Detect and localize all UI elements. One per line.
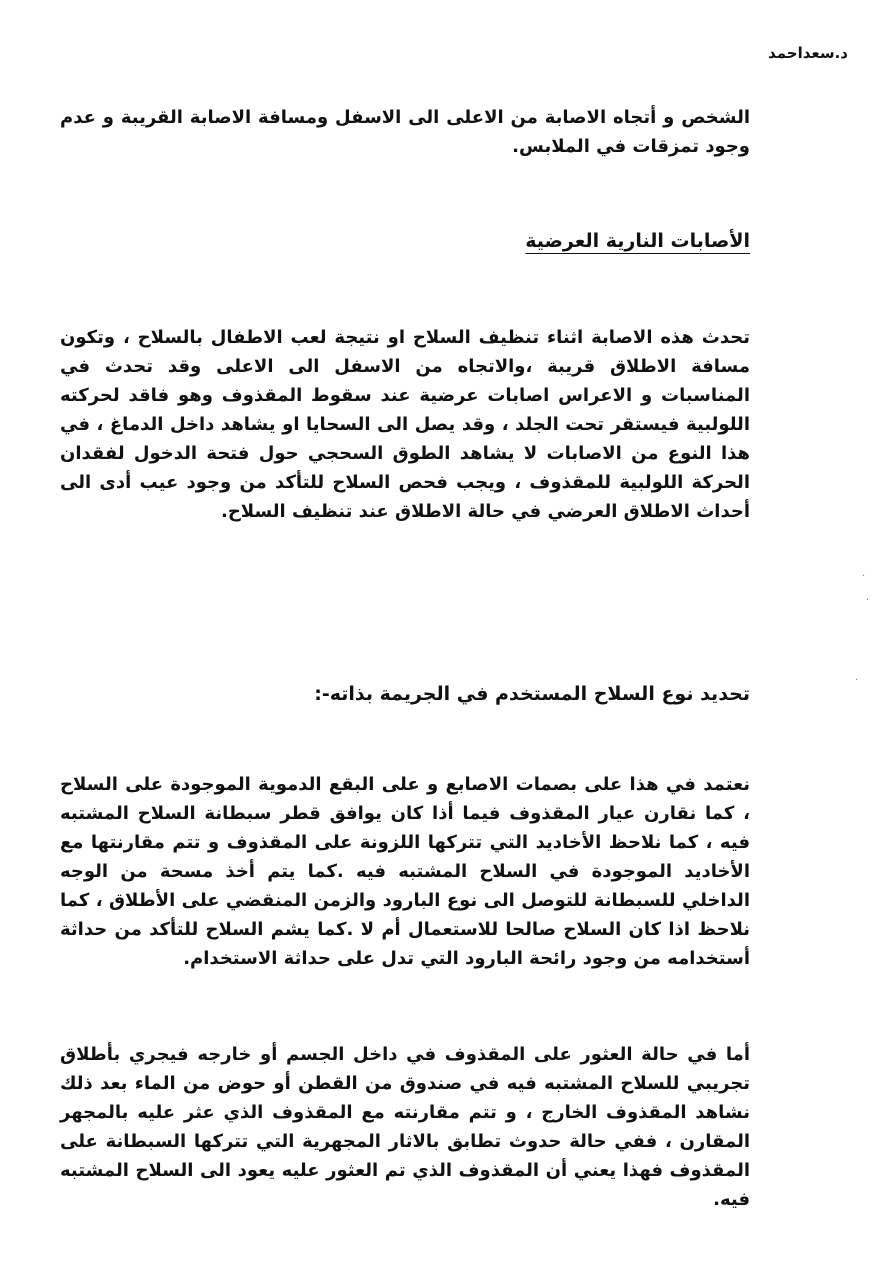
weapon-identification-heading: تحديد نوع السلاح المستخدم في الجريمة بذاته-: — [314, 683, 750, 705]
weapon-paragraph-2 — [60, 1040, 750, 1214]
weapon-paragraph-1 — [60, 770, 750, 973]
weapon-paragraph-2-text: أما في حالة العثور على المقذوف في داخل الجسم أو خارجه فيجري بأطلاق تجريبي للسلاح المشتبه فيه في صندوق من القطن أو حوض من الماء بعد ذلك نشاهد المقذوف الخارج ، و تتم مقارنته مع المقذوف الذي عثر عليه بالمجهر المقارن ، ففي حالة حدوث تطابق بالاثار المجهرية التي تتركها السبطانة على المقذوف فهذا يعني أن المقذوف الذي تم العثور عليه يعود الى السلاح المشتبه فيه. — [60, 1044, 750, 1210]
author-name: د.سعداحمد — [768, 44, 848, 62]
scan-speck: · — [866, 595, 870, 606]
accidental-injuries-text: تحدث هذه الاصابة اثناء تنظيف السلاح او نتيجة لعب الاطفال بالسلاح ، وتكون مسافة الاطلاق قريبة ،والاتجاه من الاسفل الى الاعلى وقد تحدث في المناسبات و الاعراس اصابات عرضية عند سقوط المقذوف وهو فاقد لحركته اللولبية فيستقر تحت الجلد ، وقد يصل الى السحايا او يشاهد داخل الدماغ ، في هذا النوع من الاصابات لا يشاهد الطوق السحجي حول فتحة الدخول لفقدان الحركة اللولبية للمقذوف ، ويجب فحص السلاح للتأكد من وجود عيب أدى الى أحداث الاطلاق العرضي في حالة الاطلاق عند تنظيف السلاح. — [60, 327, 750, 522]
intro-paragraph — [60, 103, 750, 161]
scan-speck: · — [855, 675, 859, 686]
scan-speck: · — [862, 571, 866, 582]
accidental-injuries-paragraph — [60, 323, 750, 526]
weapon-paragraph-1-text: نعتمد في هذا على بصمات الاصابع و على البقع الدموية الموجودة على السلاح ، كما نقارن عيار المقذوف فيما أذا كان يوافق قطر سبطانة السلاح المشتبه فيه ، كما نلاحظ الأخاديد التي تتركها اللزونة على المقذوف و تتم مقارنتها مع الأخاديد الموجودة في السلاح المشتبه فيه .كما يتم أخذ مسحة من الوجه الداخلي للسبطانة للتوصل الى نوع البارود والزمن المنقضي على الأطلاق ، كما نلاحظ اذا كان السلاح صالحا للاستعمال أم لا .كما يشم السلاح للتأكد من حداثة أستخدامه من وجود رائحة البارود التي تدل على حداثة الاستخدام. — [60, 774, 750, 969]
accidental-injuries-heading: الأصابات النارية العرضية — [525, 230, 750, 252]
intro-text: الشخص و أتجاه الاصابة من الاعلى الى الاسفل ومسافة الاصابة القريبة و عدم وجود تمزقات في الملابس. — [60, 107, 750, 157]
